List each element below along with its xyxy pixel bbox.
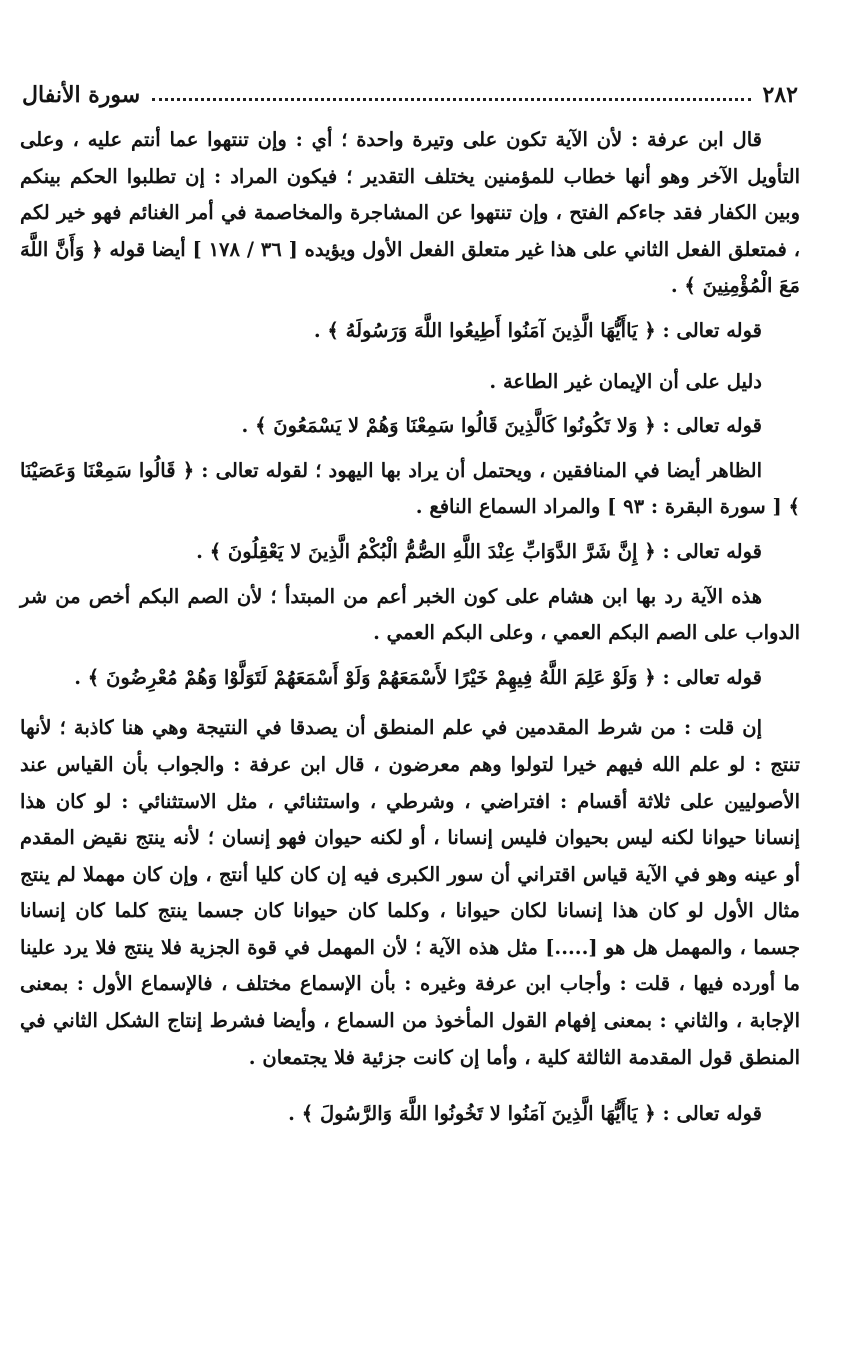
verse-heading-do-not-betray: قوله تعالى : ﴿ يَاأَيُّهَا الَّذِينَ آمَنُوا لا تَخُونُوا اللَّهَ وَالرَّسُولَ ﴾ . <box>288 1102 762 1126</box>
page-header <box>22 78 798 112</box>
page-number: ٢٨٢ <box>762 82 798 108</box>
header-dotted-rule <box>152 98 750 101</box>
paragraph-logic-objection: إن قلت : من شرط المقدمين في علم المنطق أن يصدقا في النتيجة وهي هنا كاذبة ؛ لأنها تنتج : لو علم الله فيهم خيرا لتولوا وهم معرضون ، قال ابن عرفة : والجواب بأن القياس عند الأصوليين على ثلاثة أقسام : افتراضي ، وشرطي ، واستثنائي ، مثل الاستثنائي : لو كان هذا إنسانا حيوانا لكنه ليس بحيوان فليس إنسانا ، أو لكنه حيوان فهو إنسان ؛ لأنه ينتج نقيض المقدم أو عينه وهو في الآية قياس اقتراني أن سور الكبرى فيه إن كان كليا أنتج ، وإن كان مهملا لم ينتج مثال الأول لو كان هذا إنسانا لكان حيوانا ، وكلما كان حيوانا كان جسما ينتج كلما كان إنسانا جسما ، والمهمل هل هو [.....] مثل هذه الآية ؛ لأن المهمل في قوة الجزية فلا ينتج فلا يرد علينا ما أورده فيها ، قلت : وأجاب ابن عرفة وغيره : بأن الإسماع مختلف ، فالإسماع الأول : بمعنى الإجابة ، والثاني : بمعنى إفهام القول المأخوذ من السماع ، وأيضا فشرط إنتاج الشكل الثاني في المنطق قول المقدمة الثالثة كلية ، وأما إن كانت جزئية فلا يجتمعان . <box>20 716 800 1069</box>
paragraph-ibn-arafa-commentary: قال ابن عرفة : لأن الآية تكون على وتيرة واحدة ؛ أي : وإن تنتهوا عما أنتم عليه ، وعلى التأويل الآخر وهو أنها خطاب للمؤمنين يختلف التقدير ؛ فيكون المراد : إن تطلبوا الحكم بينكم وبين الكفار فقد جاءكم الفتح ، وإن تنتهوا عن المشاجرة والمخاصمة في أمر الغنائم فهو خير لكم ، فمتعلق الفعل الثاني على هذا غير متعلق الفعل الأول ويؤيده [ ٣٦ / ١٧٨ ] أيضا قوله ﴿ وَأَنَّ اللَّهَ مَعَ الْمُؤْمِنِينَ ﴾ . <box>20 128 801 298</box>
verse-heading-if-allah-knew: قوله تعالى : ﴿ وَلَوْ عَلِمَ اللَّهُ فِيهِمْ خَيْرًا لأَسْمَعَهُمْ وَلَوْ أَسْمَعَهُمْ لَتَوَلَّوْا وَهُمْ مُعْرِضُونَ ﴾ . <box>74 665 762 689</box>
page-body <box>20 122 800 1133</box>
verse-heading-worst-creatures: قوله تعالى : ﴿ إِنَّ شَرَّ الدَّوَابِّ عِنْدَ اللَّهِ الصُّمُّ الْبُكْمُ الَّذِينَ لا يَعْقِلُونَ ﴾ . <box>196 539 762 563</box>
paragraph-hypocrites: الظاهر أيضا في المنافقين ، ويحتمل أن يراد بها اليهود ؛ لقوله تعالى : ﴿ قَالُوا سَمِعْنَا وَعَصَيْنَا ﴾ [ سورة البقرة : ٩٣ ] والمراد السماع النافع . <box>20 458 800 519</box>
paragraph-ibn-hisham: هذه الآية رد بها ابن هشام على كون الخبر أعم من المبتدأ ؛ لأن الصم البكم أخص من شر الدواب على الصم البكم العمي ، وعلى البكم العمي . <box>20 584 800 645</box>
verse-heading-we-heard: قوله تعالى : ﴿ وَلا تَكُونُوا كَالَّذِينَ قَالُوا سَمِعْنَا وَهُمْ لا يَسْمَعُونَ ﴾ . <box>241 414 762 438</box>
surah-title: سورة الأنفال <box>22 82 141 108</box>
verse-heading-obey-allah: قوله تعالى : ﴿ يَاأَيُّهَا الَّذِينَ آمَنُوا أَطِيعُوا اللَّهَ وَرَسُولَهُ ﴾ . <box>313 318 762 342</box>
paragraph-faith-obedience: دليل على أن الإيمان غير الطاعة . <box>489 369 762 393</box>
